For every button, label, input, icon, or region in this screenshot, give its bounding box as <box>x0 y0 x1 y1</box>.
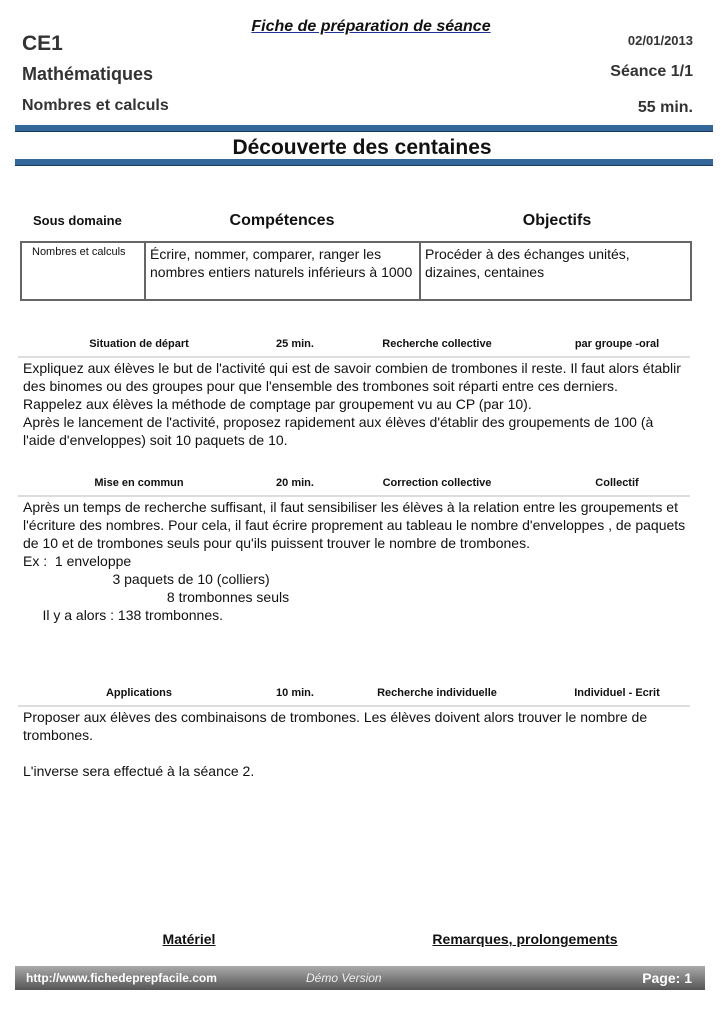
section-text: Proposer aux élèves des combinaisons de trombones. Les élèves doivent alors trouver le nombre de trombones. L'inverse sera effectué à la séance 2. <box>23 709 648 779</box>
header-sous-domaine: Sous domaine <box>33 213 122 228</box>
divider-bar <box>15 125 713 132</box>
session: Séance 1/1 <box>610 63 693 80</box>
section-divider <box>18 705 690 707</box>
table-row <box>21 242 691 300</box>
section-header <box>18 338 690 352</box>
phase-type: Recherche collective <box>382 338 492 350</box>
materiel-heading: Matériel <box>162 931 216 947</box>
phase-organisation: par groupe -oral <box>574 338 660 350</box>
phase-duration: 20 min. <box>276 477 314 489</box>
phase-type: Recherche individuelle <box>377 687 497 699</box>
cell-competences: Écrire, nommer, comparer, ranger les nombres entiers naturels inférieurs à 1000 <box>145 242 420 300</box>
phase: Applications <box>105 687 173 699</box>
phase-duration: 25 min. <box>276 338 314 350</box>
phase-type: Correction collective <box>382 477 492 489</box>
section-header <box>18 687 690 701</box>
divider-bar <box>15 159 713 166</box>
phase: Situation de départ <box>89 338 189 350</box>
section-header <box>18 477 690 491</box>
header-competences: Compétences <box>229 212 335 229</box>
phase-organisation: Individuel - Ecrit <box>574 687 660 699</box>
document-title: Fiche de préparation de séance <box>251 18 491 35</box>
remarques-heading: Remarques, prolongements <box>432 931 618 947</box>
footer-url[interactable]: http://www.fichedeprepfacile.com <box>26 971 217 985</box>
phase: Mise en commun <box>94 477 184 489</box>
level: CE1 <box>22 32 63 55</box>
competency-table <box>20 241 692 301</box>
cell-objectifs: Procéder à des échanges unités, dizaines, centaines <box>420 242 691 300</box>
date: 02/01/2013 <box>627 33 693 48</box>
footer-bar <box>15 966 705 990</box>
demo-label: Démo Version <box>306 971 382 985</box>
section-divider <box>18 356 690 358</box>
duration: 55 min. <box>637 99 693 116</box>
subject: Mathématiques <box>22 64 154 84</box>
header-objectifs: Objectifs <box>522 212 592 229</box>
section-divider <box>18 495 690 497</box>
lesson-title: Découverte des centaines <box>232 136 492 159</box>
cell-sous-domaine: Nombres et calculs <box>21 242 145 300</box>
section-text: Expliquez aux élèves le but de l'activité qui est de savoir combien de trombones il reste. Il faut alors établir des binomes ou des groupes pour que l'ensemble des trombones soit réparti entre ces derniers. Rappelez aux élèves la méthode de comptage par groupement vu au CP (par 10). Après le lancement de l'activité, proposez rapidement aux élèves d'établir des groupements de 100 (à l'aide d'enveloppes) soit 10 paquets de 10. <box>23 360 681 448</box>
phase-duration: 10 min. <box>276 687 314 699</box>
domain: Nombres et calculs <box>22 97 169 114</box>
page-number: Page: 1 <box>642 970 692 986</box>
section-text: Après un temps de recherche suffisant, il faut sensibiliser les élèves à la relation entre les groupements et l'écriture des nombres. Pour cela, il faut écrire proprement au tableau le nombre d'enveloppes , de paquets de 10 et de trombones seuls pour qu'ils puissent trouver le nombre de trombones. Ex : 1 enveloppe 3 paquets de 10 (colliers) 8 trombonnes seuls Il y a alors : 138 trombonnes. <box>23 499 686 623</box>
phase-organisation: Collectif <box>595 477 639 489</box>
